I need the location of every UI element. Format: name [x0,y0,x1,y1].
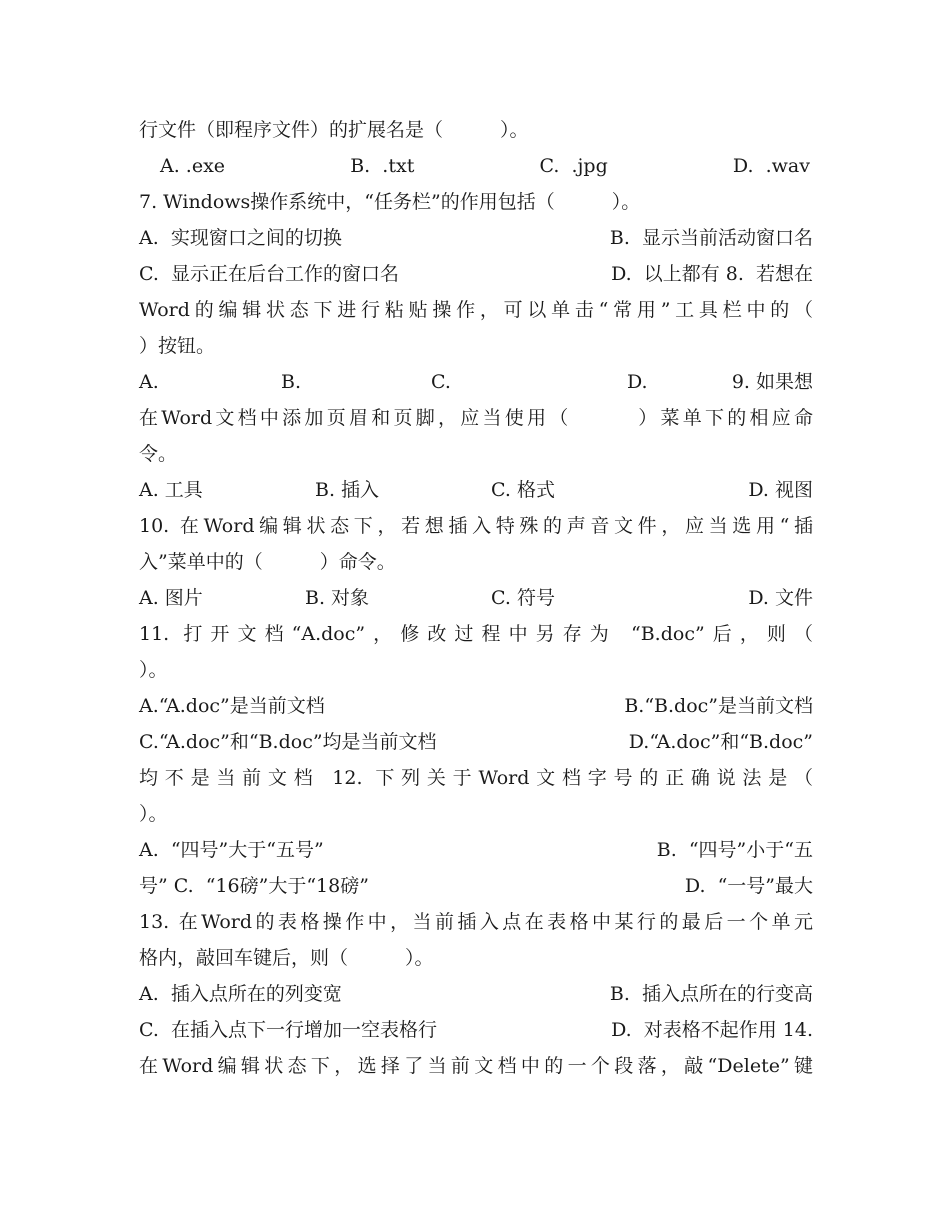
option-a: A. 图片 [139,587,203,609]
option-b: B. “四号”小于“五 [656,839,813,861]
question-9-start: 9. 如果想 [731,371,813,393]
text-line-1: 行文件（即程序文件）的扩展名是（ ）。 [139,119,529,141]
option-b: B.“B.doc”是当前文档 [624,695,813,717]
option-d: D.“A.doc”和“B.doc” [628,731,813,753]
option-d: D. 文件 [748,587,813,609]
question-12-end: ）。 [139,803,168,825]
option-a: A. 工具 [139,479,203,501]
question-10-end: 入”菜单中的（ ）命令。 [139,551,396,573]
question-13-end: 格内，敲回车键后，则（ ）。 [139,947,434,969]
option-c: 号” C. “16磅”大于“18磅” [139,875,369,897]
option-d: D. [627,371,648,393]
option-c: C.“A.doc”和“B.doc”均是当前文档 [139,731,437,753]
option-c: C. 符号 [491,587,555,609]
question-9: 在Word文档中添加页眉和页脚，应当使用（ ）菜单下的相应命 [139,407,813,429]
option-a: A. “四号”大于“五号” [139,839,324,861]
option-b: B. 显示当前活动窗口名 [609,227,813,249]
question-10: 10. 在Word编辑状态下，若想插入特殊的声音文件，应当选用“插 [139,515,813,537]
question-12: 均不是当前文档 12. 下列关于Word文档字号的正确说法是（ [139,767,813,789]
option-d: D. “一号”最大 [684,875,813,897]
options-q12-cd [139,868,813,904]
question-11-end: ）。 [139,659,168,681]
question-8-end: ）按钮。 [139,335,216,357]
options-q6 [160,148,810,184]
option-c: C. 在插入点下一行增加一空表格行 [139,1019,437,1041]
option-a: A. 插入点所在的列变宽 [139,983,342,1005]
options-q7-cd [139,256,813,292]
options-q11-cd [139,724,813,760]
option-d: D. 对表格不起作用 14. [611,1019,813,1041]
question-7: 7. Windows操作系统中，“任务栏”的作用包括（ ）。 [139,191,641,213]
option-a: A. 实现窗口之间的切换 [139,227,342,249]
question-14: 在Word编辑状态下，选择了当前文档中的一个段落，敲“Delete”键 [139,1055,813,1077]
option-a: A.“A.doc”是当前文档 [139,695,325,717]
options-q9 [139,472,813,508]
option-c: C. 显示正在后台工作的窗口名 [139,263,399,285]
question-9-end: 令。 [139,443,178,465]
option-d: D. 以上都有 8. 若想在 [611,263,813,285]
option-b: B. 对象 [305,587,370,609]
option-a: A. [139,371,159,393]
options-q8 [139,364,813,400]
options-q13-ab [139,976,813,1012]
option-c: C. .jpg [539,155,608,177]
option-c: C. 格式 [491,479,555,501]
question-8: Word的编辑状态下进行粘贴操作，可以单击“常用”工具栏中的（ [139,299,813,321]
option-a: A. .exe [160,155,226,177]
options-q12-ab [139,832,813,868]
option-b: B. 插入点所在的行变高 [609,983,813,1005]
option-d: D. .wav [732,155,810,177]
options-q11-ab [139,688,813,724]
option-b: B. [281,371,302,393]
options-q13-cd [139,1012,813,1048]
question-11: 11. 打开文档“A.doc”，修改过程中另存为 “B.doc”后，则（ [139,623,813,645]
options-q10 [139,580,813,616]
option-b: B. .txt [350,155,415,177]
option-b: B. 插入 [315,479,380,501]
option-d: D. 视图 [748,479,813,501]
options-q7-ab [139,220,813,256]
option-c: C. [431,371,451,393]
question-13: 13. 在Word的表格操作中，当前插入点在表格中某行的最后一个单元 [139,911,813,933]
